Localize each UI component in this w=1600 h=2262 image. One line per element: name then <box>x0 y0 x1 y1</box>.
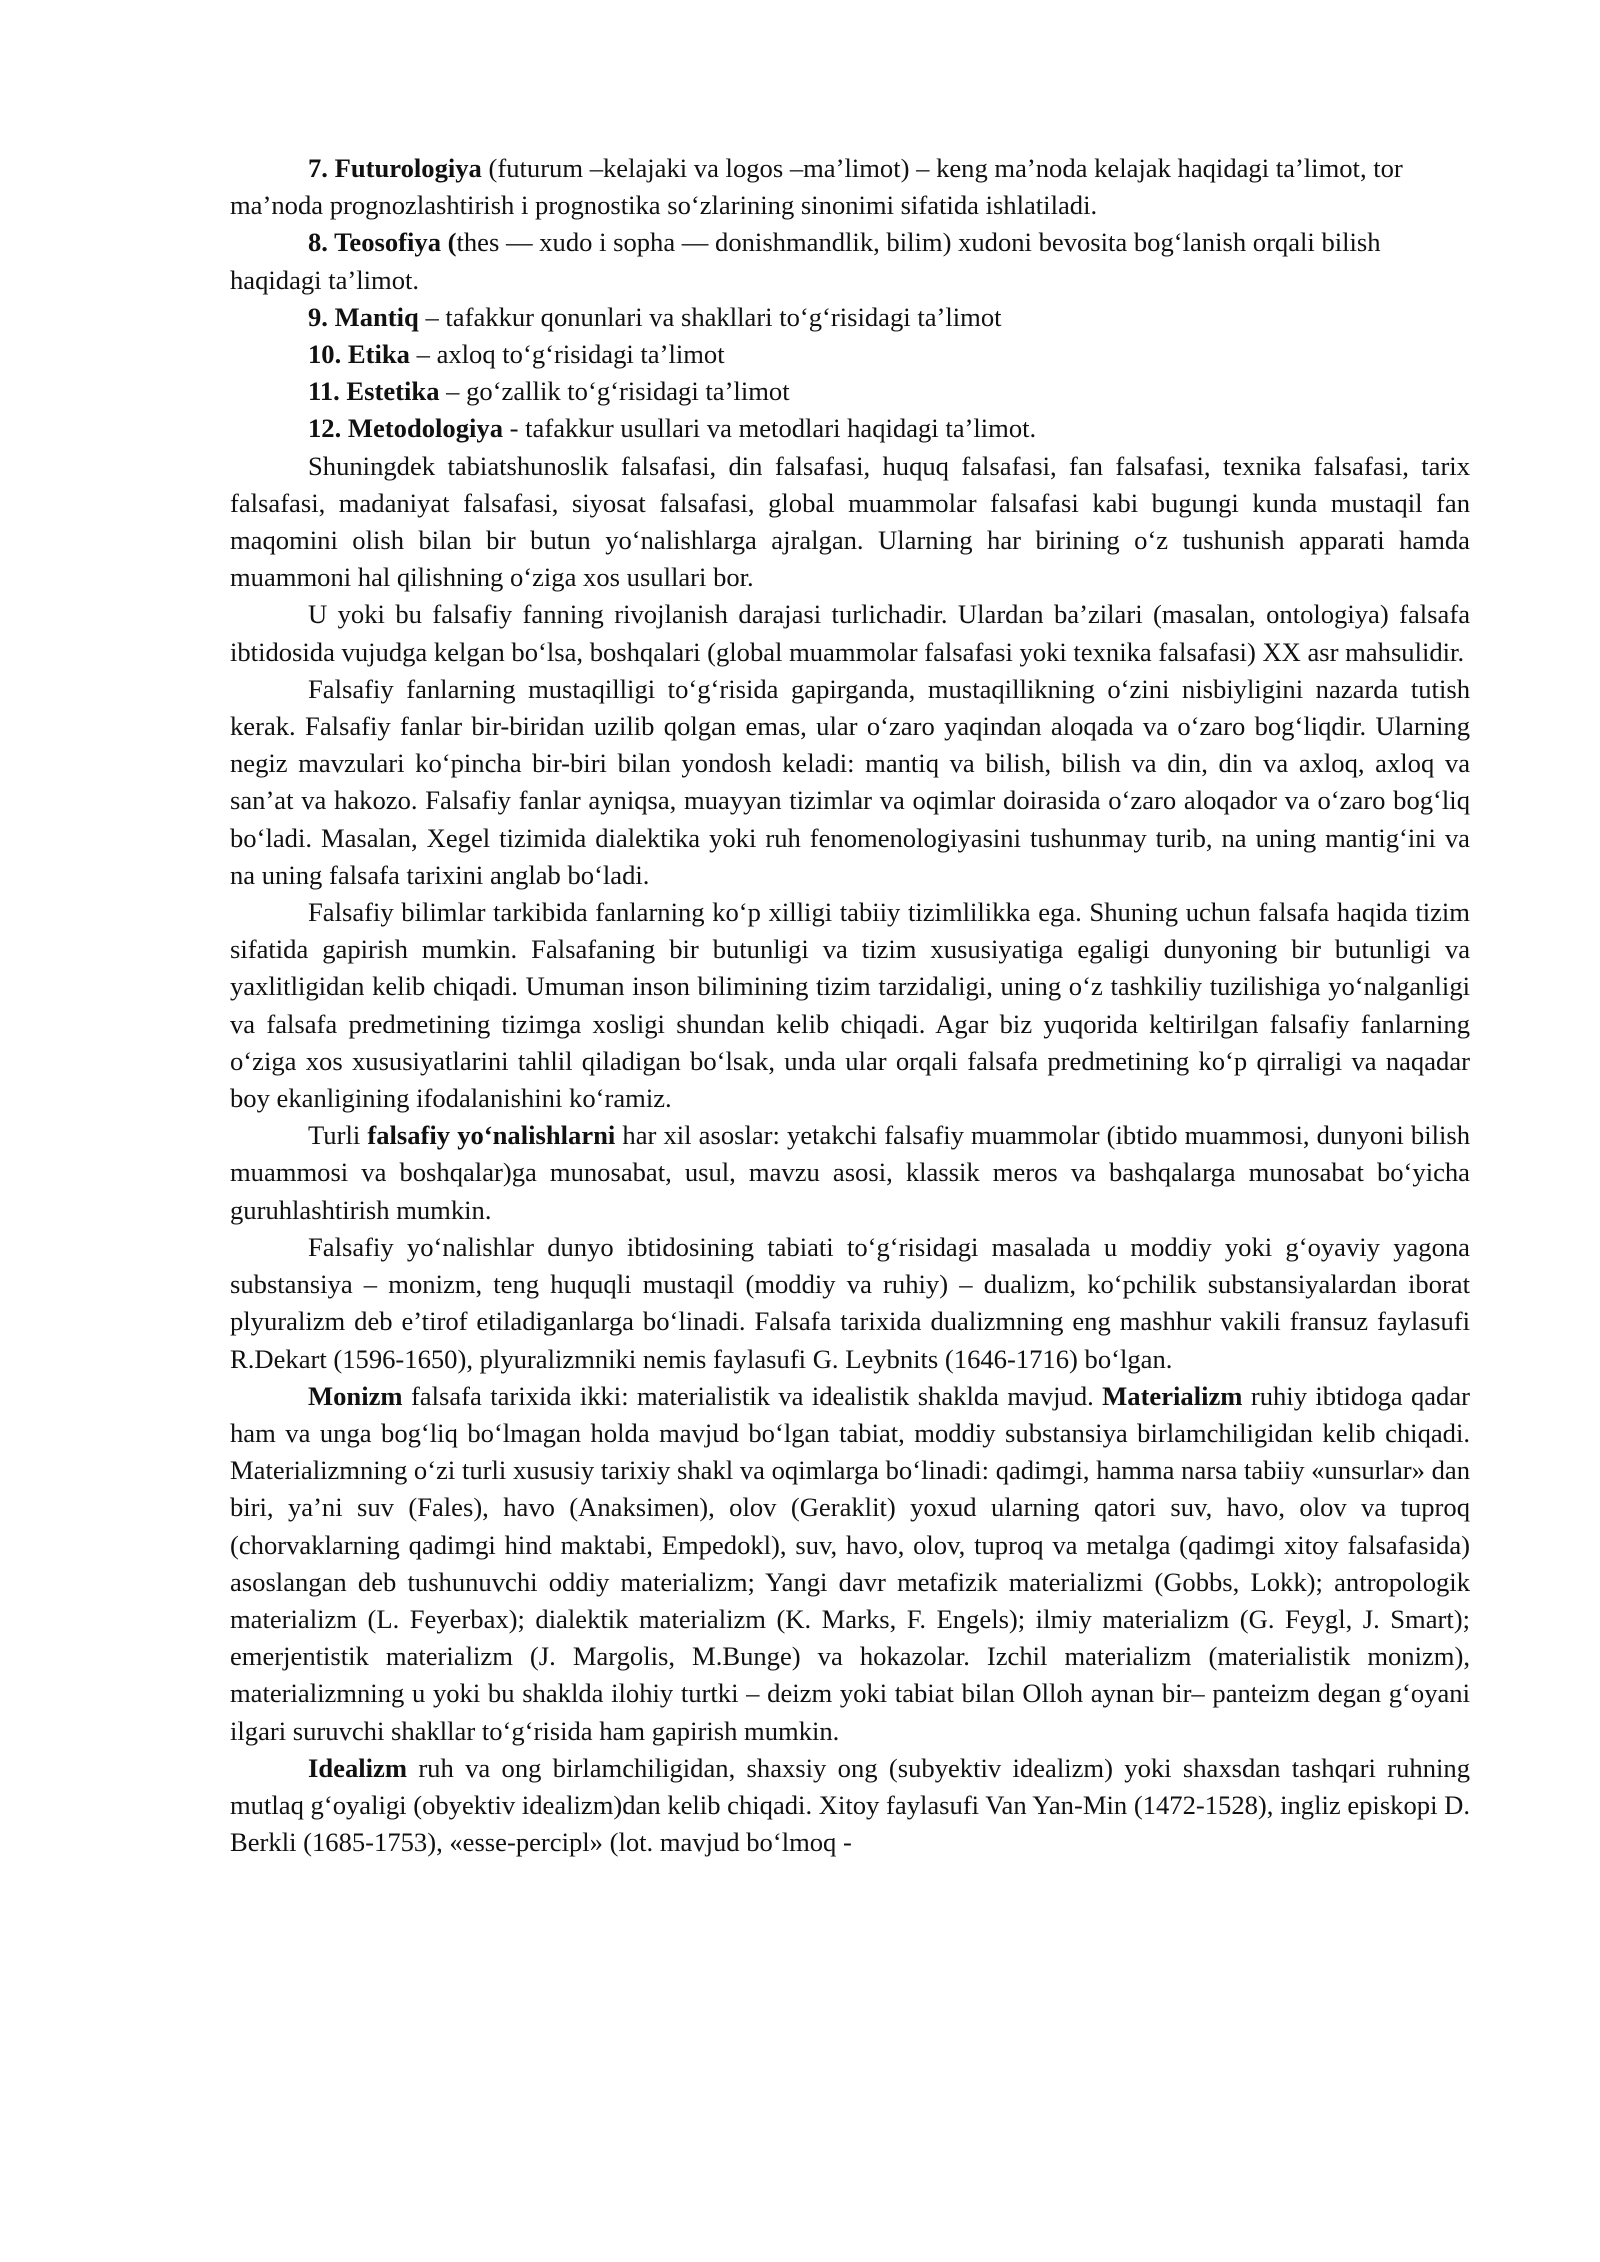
idealizm-text: ruh va ong birlamchiligidan, shaxsiy ong (subyektiv idealizm) yoki shaxsdan tashqari ruhning mutlaq g‘oyaligi (obyektiv idealizm)dan kelib chiqadi. Xitoy faylasufi Van Yan-Min (1472-1528), ingliz episkopi D. Berkli (1685-1753), «esse-percipl» (lot. mavjud bo‘lmoq - <box>230 1752 1470 1858</box>
term-falsafiy-yonalishlar: falsafiy yo‘nalishlarni <box>367 1120 616 1151</box>
monizm-text: falsafa tarixida ikki: materialistik va idealistik shaklda mavjud. <box>402 1380 1103 1411</box>
term-metodologiya: 12. Metodologiya <box>308 413 503 444</box>
list-item-metodologiya <box>230 410 1470 447</box>
definition-futurologiya: (futurum –kelajaki va logos –ma’limot) – keng ma’noda kelajak haqidagi ta’limot, tor ma’noda prognozlashtirish i prognostika so‘zlarining sinonimi sifatida ishlatiladi. <box>230 153 1403 221</box>
term-etika: 10. Etika <box>308 339 410 370</box>
paragraph-philosophy-branches: Shuningdek tabiatshunoslik falsafasi, din falsafasi, huquq falsafasi, fan falsafasi, texnika falsafasi, tarix falsafasi, madaniyat falsafasi, siyosat falsafasi, global muammolar falsafasi kabi bugungi kunda mustaqil fan maqomini olish bilan bir butun yo‘nalishlarga ajralgan. Ularning har birining o‘z tushunish apparati hamda muammoni hal qilishning o‘ziga xos usullari bor. <box>230 450 1470 593</box>
term-monizm: Monizm <box>308 1380 403 1411</box>
list-item-etika <box>230 336 1470 373</box>
definition-mantiq: – tafakkur qonunlari va shakllari to‘g‘risidagi ta’limot <box>418 301 1002 332</box>
term-materializm: Materializm <box>1102 1380 1243 1411</box>
term-teosofiya: 8. Teosofiya ( <box>308 227 457 258</box>
document-page <box>230 150 1470 1861</box>
directions-text: har xil asoslar: yetakchi falsafiy muammolar (ibtido muammosi, dunyoni bilish muammosi va boshqalar)ga munosabat, usul, mavzu asosi, klassik meros va bashqalarga munosabat bo‘yicha guruhlashtirish mumkin. <box>230 1120 1471 1225</box>
list-item-mantiq <box>230 299 1470 336</box>
term-idealizm: Idealizm <box>308 1752 407 1783</box>
definition-estetika: – go‘zallik to‘g‘risidagi ta’limot <box>439 376 790 407</box>
paragraph-independence: Falsafiy fanlarning mustaqilligi to‘g‘risida gapirganda, mustaqillikning o‘zini nisbiyligini nazarda tutish kerak. Falsafiy fanlar bir-biridan uzilib qolgan emas, ular o‘zaro yaqindan aloqada va o‘zaro bog‘liqdir. Ularning negiz mavzulari ko‘pincha bir-biri bilan yondosh keladi: mantiq va bilish, bilish va din, din va axloq, axloq va san’at va hakozo. Falsafiy fanlar ayniqsa, muayyan tizimlar va oqimlar doirasida o‘zaro aloqador va o‘zaro bog‘liq bo‘ladi. Masalan, Xegel tizimida dialektika yoki ruh fenomenologiyasini tushunmay turib, na uning mantig‘ini va na uning falsafa tarixini anglab bo‘ladi. <box>230 673 1470 890</box>
paragraph-monism-dualism: Falsafiy yo‘nalishlar dunyo ibtidosining tabiati to‘g‘risidagi masalada u moddiy yoki g‘oyaviy yagona substansiya – monizm, teng huquqli mustaqil (moddiy va ruhiy) – dualizm, ko‘pchilik substansiyalardan iborat plyuralizm deb e’tirof etiladiganlarga bo‘linadi. Falsafa tarixida dualizmning eng mashhur vakili fransuz faylasufi R.Dekart (1596-1650), plyuralizmniki nemis faylasufi G. Leybnits (1646-1716) bo‘lgan. <box>230 1231 1470 1374</box>
paragraph-development-level: U yoki bu falsafiy fanning rivojlanish darajasi turlichadir. Ulardan ba’zilari (masalan, ontologiya) falsafa ibtidosida vujudga kelgan bo‘lsa, boshqalari (global muammolar falsafasi yoki texnika falsafasi) XX asr mahsulidir. <box>230 599 1470 667</box>
definition-metodologiya: - tafakkur usullari va metodlari haqidagi ta’limot. <box>503 413 1037 444</box>
directions-lead: Turli <box>308 1120 368 1151</box>
paragraph-system: Falsafiy bilimlar tarkibida fanlarning ko‘p xilligi tabiiy tizimlilikka ega. Shuning uchun falsafa haqida tizim sifatida gapirish mumkin. Falsafaning bir butunligi va tizim xususiyatiga egaligi dunyoning bir butunligi va yaxlitligidan kelib chiqadi. Umuman inson bilimining tizim tarzidaligi, uning o‘z tashkiliy tuzilishiga yo‘nalganligi va falsafa predmetining tizimga xosligi shundan kelib chiqadi. Agar biz yuqorida keltirilgan falsafiy fanlarning o‘ziga xos xususiyatlarini tahlil qiladigan bo‘lsak, unda ular orqali falsafa predmetining ko‘p qirraligi va naqadar boy ekanligining ifodalanishini ko‘ramiz. <box>230 897 1470 1114</box>
list-item-teosofiya <box>230 224 1470 298</box>
term-futurologiya: 7. Futurologiya <box>308 153 482 183</box>
list-item-futurologiya <box>230 150 1470 224</box>
paragraph-directions <box>230 1117 1470 1229</box>
definition-etika: – axloq to‘g‘risidagi ta’limot <box>409 339 725 370</box>
materializm-text: ruhiy ibtidoga qadar ham va unga bog‘liq bo‘lmagan holda mavjud bo‘lgan tabiat, moddiy substansiya birlamchiligidan kelib chiqadi. Materializmning o‘zi turli xususiy tarixiy shakl va oqimlarga bo‘linadi: qadimgi, hamma narsa tabiiy «unsurlar» dan biri, ya’ni suv (Fales), havo (Anaksimen), olov (Geraklit) yoxud ularning qatori suv, havo, olov va tuproq (chorvaklarning qadimgi hind maktabi, Empedokl), suv, havo, olov, tuproq va metalga (qadimgi xitoy falsafasida) asoslangan deb tushunuvchi oddiy materializm; Yangi davr metafizik materializmi (Gobbs, Lokk); antropologik materializm (L. Feyerbax); dialektik materializm (K. Marks, F. Engels); ilmiy materializm (G. Feygl, J. Smart); emerjentistik materializm (J. Margolis, M.Bunge) va hokazolar. Izchil materializm (materialistik monizm), materializmning u yoki bu shaklda ilohiy turtki – deizm yoki tabiat bilan Olloh aynan bir– panteizm degan g‘oyani ilgari suruvchi shakllar to‘g‘risida ham gapirish mumkin. <box>230 1380 1471 1746</box>
paragraph-idealism <box>230 1750 1470 1862</box>
list-item-estetika <box>230 373 1470 410</box>
term-estetika: 11. Estetika <box>308 376 440 407</box>
paragraph-materialism <box>230 1378 1470 1750</box>
term-mantiq: 9. Mantiq <box>308 301 419 332</box>
definition-teosofiya: thes — xudo i sopha — donishmandlik, bilim) xudoni bevosita bog‘lanish orqali bilish haqidagi ta’limot. <box>230 227 1381 295</box>
